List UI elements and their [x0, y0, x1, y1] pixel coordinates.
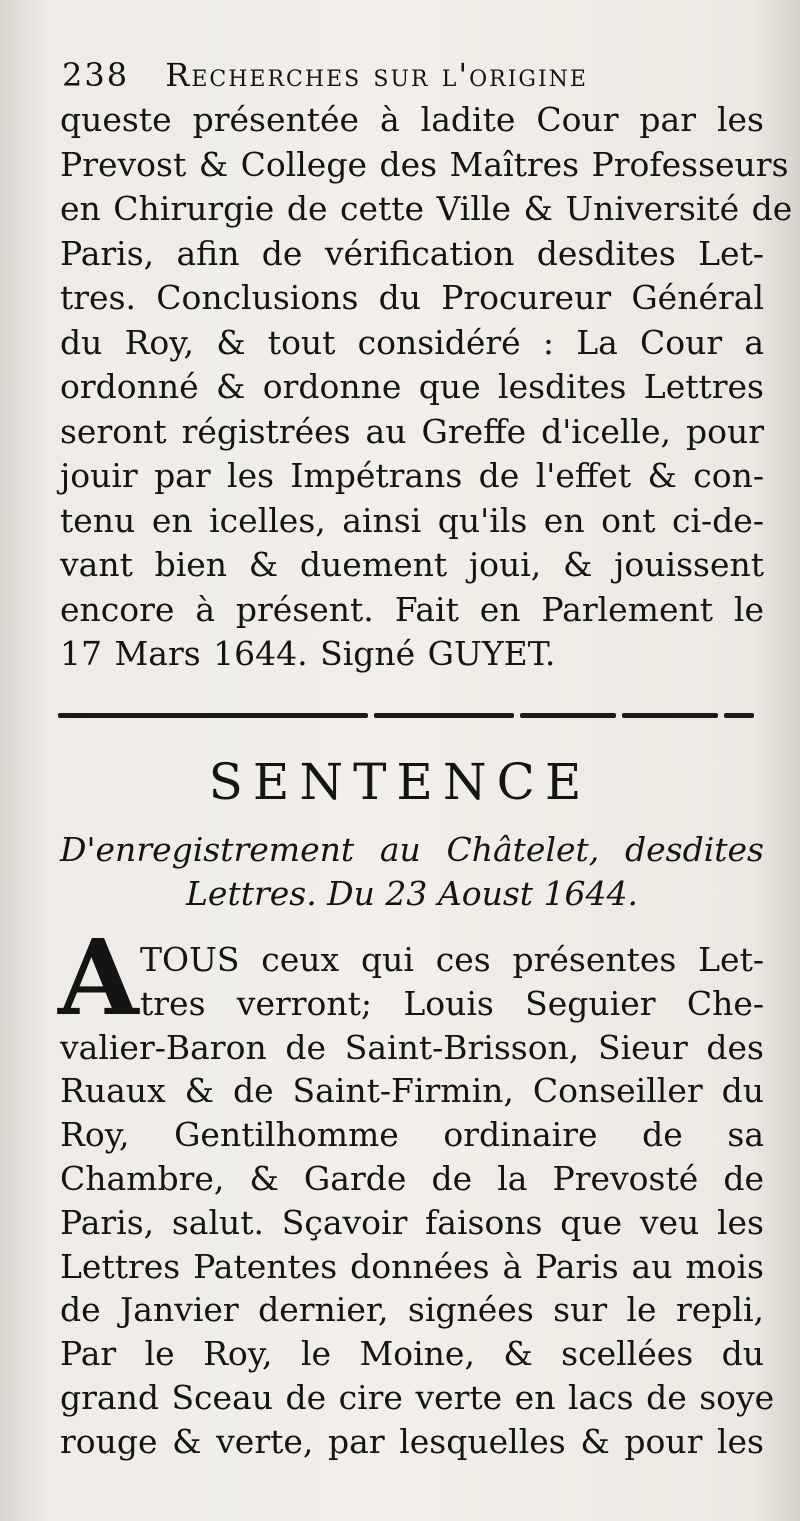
- page-number: 238: [62, 56, 130, 94]
- text-line: Prevost & College des Maîtres Professeurs: [60, 144, 789, 184]
- divider-segment: [520, 713, 616, 718]
- text-line: TOUS ceux qui ces présentes Let-: [140, 940, 764, 979]
- text-line: tres verront; Louis Seguier Che-: [140, 983, 764, 1023]
- text-line: grand Sceau de cire verte en lacs de soye: [60, 1377, 775, 1417]
- top-paragraph: [60, 98, 793, 677]
- text-line: seront régistrées au Greffe d'icelle, pour: [60, 411, 764, 451]
- text-line: Chambre, & Garde de la Prevosté de: [60, 1158, 764, 1198]
- running-title: Recherches sur l'origine: [165, 56, 588, 94]
- text-line: du Roy, & tout considéré : La Cour a: [60, 322, 764, 362]
- text-line: valier-Baron de Saint-Brisson, Sieur des: [60, 1027, 764, 1067]
- text-line: Ruaux & de Saint-Firmin, Conseiller du: [60, 1071, 764, 1111]
- text-line: en Chirurgie de cette Ville & Université de: [60, 189, 793, 228]
- text-line: queste présentée à ladite Cour par les: [60, 100, 764, 139]
- text-line: tenu en icelles, ainsi qu'ils en ont ci-de-: [60, 500, 764, 540]
- section-title: SENTENCE: [208, 753, 592, 811]
- subtitle-line: Lettres. Du 23 Aoust 1644.: [186, 874, 638, 913]
- divider-segment: [622, 713, 718, 718]
- divider-segment: [374, 713, 514, 718]
- text-line: de Janvier dernier, signées sur le repli,: [60, 1290, 764, 1330]
- divider-segment: [724, 713, 754, 718]
- text-line: Lettres Patentes données à Paris au mois: [60, 1246, 764, 1286]
- running-header: [62, 56, 760, 94]
- text-line: vant bien & duement joui, & jouissent: [60, 545, 764, 584]
- section-divider: [58, 712, 760, 718]
- text-line: Paris, salut. Sçavoir faisons que veu les: [60, 1202, 764, 1242]
- divider-segment: [58, 713, 368, 718]
- body-paragraph: [60, 938, 775, 1464]
- subtitle-line: D'enregistrement au Châtelet, desdites: [60, 830, 764, 869]
- text-line: Roy, Gentilhomme ordinaire de sa: [60, 1115, 764, 1155]
- text-line: ordonné & ordonne que lesdites Lettres: [60, 367, 764, 406]
- text-line: rouge & verte, par lesquelles & pour les: [60, 1421, 764, 1461]
- text-line: 17 Mars 1644. Signé GUYET.: [60, 634, 556, 673]
- text-line: Par le Roy, le Moine, & scellées du: [60, 1334, 764, 1374]
- drop-cap: A: [58, 916, 139, 1039]
- text-line: encore à présent. Fait en Parlement le: [60, 589, 764, 629]
- text-line: jouir par les Impétrans de l'effet & con-: [60, 456, 764, 495]
- text-line: Paris, afin de vérification desdites Let-: [60, 233, 764, 273]
- section-subtitle: [60, 828, 764, 916]
- text-line: tres. Conclusions du Procureur Général: [60, 278, 764, 317]
